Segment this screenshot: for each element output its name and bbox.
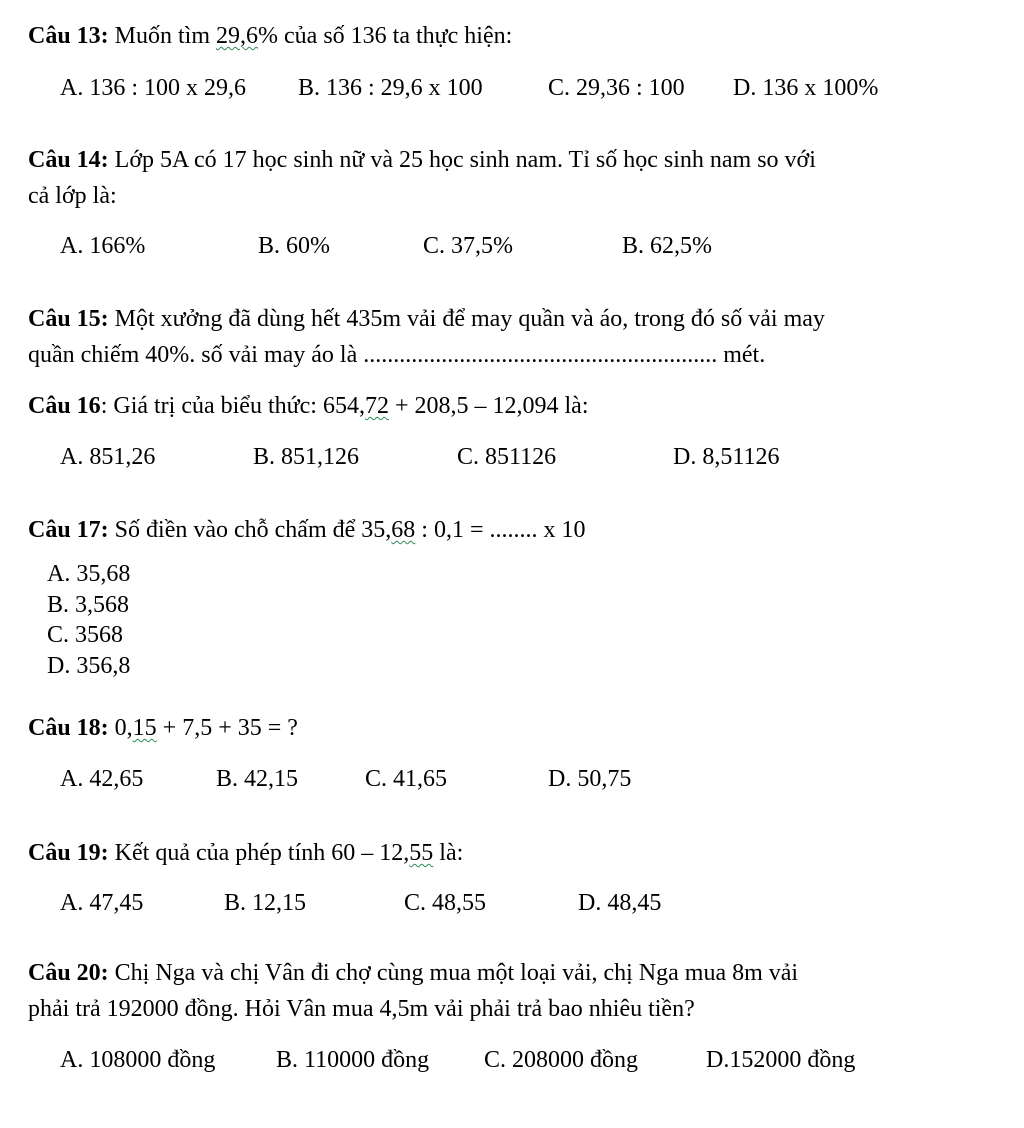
question-17-option-d[interactable]: D. 356,8 bbox=[47, 653, 131, 679]
question-17-option-b[interactable]: B. 3,568 bbox=[47, 592, 130, 618]
question-18-label: Câu 18: bbox=[28, 715, 109, 741]
question-18-option-b[interactable]: B. 42,15 bbox=[216, 766, 299, 792]
question-20-option-b[interactable]: B. 110000 đồng bbox=[276, 1047, 430, 1073]
question-14-stem-line2: cả lớp là: bbox=[28, 183, 117, 209]
question-19-label: Câu 19: bbox=[28, 840, 109, 866]
question-13-option-d[interactable]: D. 136 x 100% bbox=[733, 75, 879, 101]
question-17-label: Câu 17: bbox=[28, 517, 109, 543]
question-15-stem-line2: quần chiếm 40%. số vải may áo là ........................................................... mét. bbox=[28, 342, 766, 368]
question-14-option-d[interactable]: B. 62,5% bbox=[622, 233, 712, 259]
question-20-stem-line1: Câu 20: Chị Nga và chị Vân đi chợ cùng mua một loại vải, chị Nga mua 8m vải bbox=[28, 960, 799, 986]
question-17-option-a[interactable]: A. 35,68 bbox=[47, 561, 131, 587]
question-16-option-c[interactable]: C. 851126 bbox=[457, 444, 557, 470]
question-14-label: Câu 14: bbox=[28, 147, 109, 173]
question-18-option-a[interactable]: A. 42,65 bbox=[60, 766, 144, 792]
question-17-stem: Câu 17: Số điền vào chỗ chấm để 35,68 : 0,1 = ........ x 10 bbox=[28, 517, 586, 543]
question-16-option-b[interactable]: B. 851,126 bbox=[253, 444, 360, 470]
question-19-option-a[interactable]: A. 47,45 bbox=[60, 890, 144, 916]
question-20-option-c[interactable]: C. 208000 đồng bbox=[484, 1047, 639, 1073]
question-14-option-a[interactable]: A. 166% bbox=[60, 233, 146, 259]
question-15-label: Câu 15: bbox=[28, 306, 109, 332]
question-13-option-b[interactable]: B. 136 : 29,6 x 100 bbox=[298, 75, 483, 101]
question-16-option-a[interactable]: A. 851,26 bbox=[60, 444, 156, 470]
question-16-label: Câu 16 bbox=[28, 393, 101, 419]
question-20-stem-line2: phải trả 192000 đồng. Hỏi Vân mua 4,5m vải phải trả bao nhiêu tiền? bbox=[28, 996, 695, 1022]
question-18-option-c[interactable]: C. 41,65 bbox=[365, 766, 448, 792]
question-18-option-d[interactable]: D. 50,75 bbox=[548, 766, 632, 792]
question-13-option-a[interactable]: A. 136 : 100 x 29,6 bbox=[60, 75, 246, 101]
question-18-stem: Câu 18: 0,15 + 7,5 + 35 = ? bbox=[28, 715, 298, 741]
question-13-stem: Câu 13: Muốn tìm 29,6% của số 136 ta thực hiện: bbox=[28, 23, 513, 49]
question-20-option-a[interactable]: A. 108000 đồng bbox=[60, 1047, 216, 1073]
question-20-option-d[interactable]: D.152000 đồng bbox=[706, 1047, 856, 1073]
question-13-label: Câu 13: bbox=[28, 23, 109, 49]
question-16-option-d[interactable]: D. 8,51126 bbox=[673, 444, 780, 470]
question-17-option-c[interactable]: C. 3568 bbox=[47, 622, 124, 648]
question-19-option-b[interactable]: B. 12,15 bbox=[224, 890, 307, 916]
question-15-stem-line1: Câu 15: Một xưởng đã dùng hết 435m vải để may quần và áo, trong đó số vải may bbox=[28, 306, 825, 332]
question-14-option-c[interactable]: C. 37,5% bbox=[423, 233, 513, 259]
question-19-option-c[interactable]: C. 48,55 bbox=[404, 890, 487, 916]
question-13-option-c[interactable]: C. 29,36 : 100 bbox=[548, 75, 685, 101]
question-19-stem: Câu 19: Kết quả của phép tính 60 – 12,55 là: bbox=[28, 840, 464, 866]
question-19-option-d[interactable]: D. 48,45 bbox=[578, 890, 662, 916]
question-14-stem-line1: Câu 14: Lớp 5A có 17 học sinh nữ và 25 học sinh nam. Tỉ số học sinh nam so với bbox=[28, 147, 816, 173]
question-20-label: Câu 20: bbox=[28, 960, 109, 986]
question-16-stem: Câu 16: Giá trị của biểu thức: 654,72 + 208,5 – 12,094 là: bbox=[28, 393, 589, 419]
question-14-option-b[interactable]: B. 60% bbox=[258, 233, 330, 259]
